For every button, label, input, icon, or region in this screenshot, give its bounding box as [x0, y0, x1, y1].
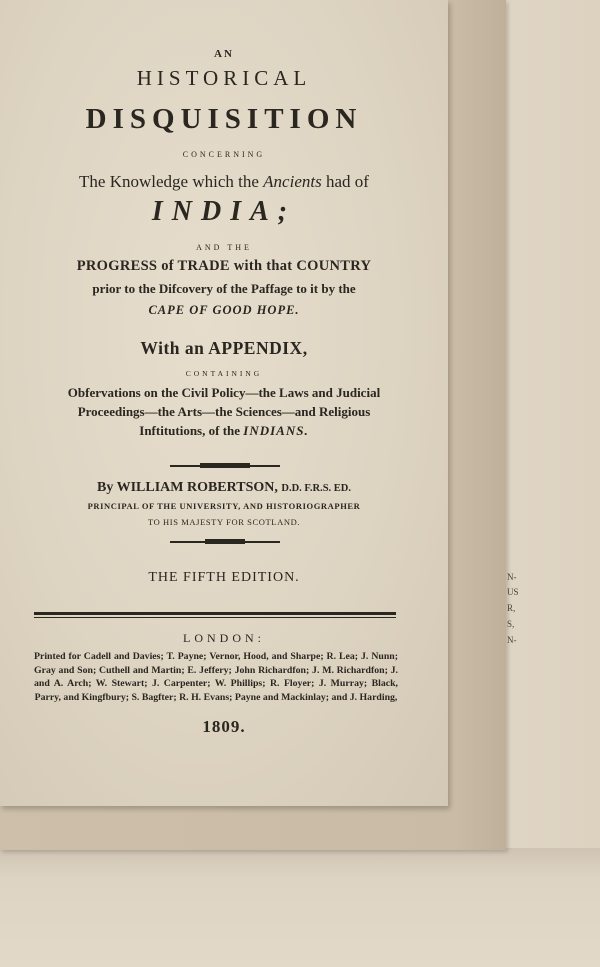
title-historical: HISTORICAL [136, 66, 312, 90]
bleed-text-1: N- [507, 572, 517, 582]
bleed-text-5: N- [507, 635, 517, 645]
title-disquisition: DISQUISITION [85, 103, 363, 135]
back-page-bottom [0, 848, 600, 967]
title-containing: CONTAINING [185, 369, 263, 378]
imprint-year: 1809. [202, 717, 246, 736]
title-knowledge-line [0, 172, 448, 192]
bleed-text-4: S, [507, 619, 515, 629]
imprint-publishers: Printed for Cadell and Davies; T. Payne; Vernor, Hood, and Sharpe; R. Lea; J. Nunn; Gray and Son; Cuthell and Martin; E. Jeffery; John Richardfon; J. M. Richardfon; J. and A. Arch; W. Stewart; J. Carpenter; W. Phillips; R. Floyer; J. Murray; Black, Parry, and Kingfbury; S. Bagfter; R. H. Evans; Payne and Mackinlay; and J. Harding, [34, 651, 398, 703]
principal-line-2: TO HIS MAJESTY FOR SCOTLAND. [147, 517, 301, 527]
title-appendix: With an APPENDIX, [140, 338, 308, 358]
observations-3-pre: Inftitutions, of the [139, 423, 241, 438]
ornamental-rule-top-center [200, 463, 250, 468]
knowledge-ancients: Ancients [263, 172, 322, 191]
title-cape: CAPE OF GOOD HOPE. [148, 303, 300, 317]
title-concerning: CONCERNING [182, 150, 266, 159]
observations-3-indians: INDIANS. [243, 423, 309, 438]
title-progress: PROGRESS of TRADE with that COUNTRY [76, 258, 372, 274]
knowledge-post: had of [325, 172, 369, 191]
title-an: AN [214, 48, 234, 60]
author-name: By WILLIAM ROBERTSON, [96, 480, 278, 495]
observations-line-1: Obfervations on the Civil Policy—the Laws and Judicial [67, 385, 381, 400]
title-india: INDIA; [151, 196, 297, 227]
principal-line-1: PRINCIPAL OF THE UNIVERSITY, AND HISTORIOGRAPHER [87, 501, 361, 511]
knowledge-pre: The Knowledge which the [79, 172, 259, 191]
observations-line-2: Proceedings—the Arts—the Sciences—and Religious [77, 404, 371, 419]
title-and-the: AND THE [196, 243, 252, 252]
author-degrees: D.D. F.R.S. ED. [281, 483, 352, 494]
observations-line-3 [0, 423, 448, 439]
edition: THE FIFTH EDITION. [148, 570, 300, 585]
double-rule [34, 612, 396, 618]
title-prior: prior to the Difcovery of the Paffage to it by the [92, 281, 356, 296]
ornamental-rule-bottom-center [205, 539, 245, 544]
imprint-london: LONDON: [183, 631, 265, 645]
author-line [0, 480, 448, 496]
bleed-text-2: US [507, 587, 519, 597]
bleed-text-3: R, [507, 603, 516, 613]
